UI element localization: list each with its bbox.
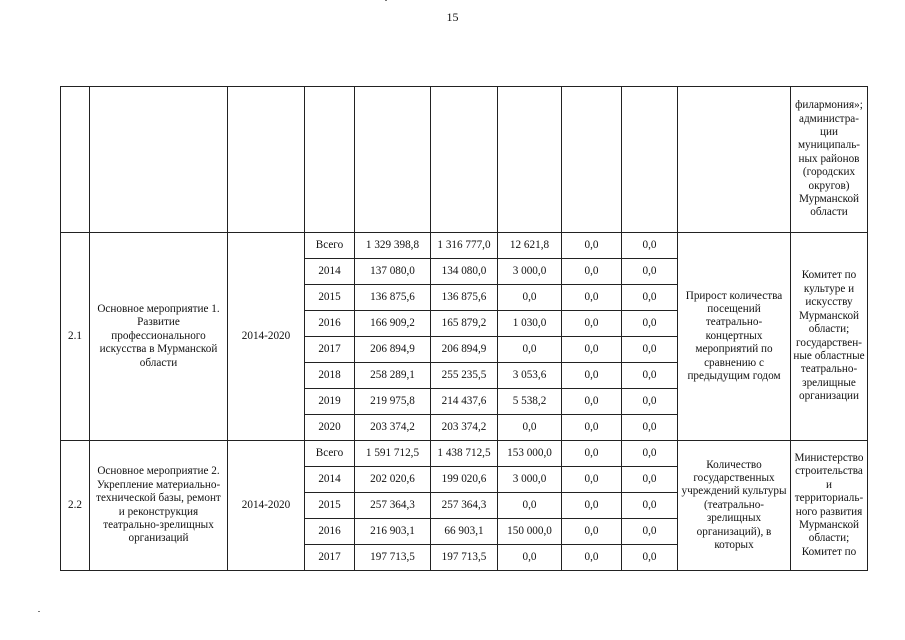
value-cell: 0,0 <box>622 363 678 389</box>
value-cell: 206 894,9 <box>431 337 498 363</box>
value-cell: 0,0 <box>498 337 562 363</box>
total-cell: 219 975,8 <box>355 389 431 415</box>
value-cell: 66 903,1 <box>431 519 498 545</box>
cell-empty <box>562 87 622 233</box>
cell-empty <box>90 87 228 233</box>
year-cell: 2019 <box>305 389 355 415</box>
value-cell: 0,0 <box>562 311 622 337</box>
value-cell: 203 374,2 <box>431 415 498 441</box>
total-cell: 257 364,3 <box>355 493 431 519</box>
value-cell: 0,0 <box>622 415 678 441</box>
value-cell: 257 364,3 <box>431 493 498 519</box>
value-cell: 0,0 <box>498 545 562 571</box>
value-cell: 0,0 <box>622 259 678 285</box>
value-cell: 134 080,0 <box>431 259 498 285</box>
measure-name: Основное мероприятие 2. Укрепление материально-технической базы, ремонт и реконструкция театрально-зрелищных организаций <box>90 441 228 571</box>
value-cell: 0,0 <box>562 363 622 389</box>
value-cell: 0,0 <box>622 441 678 467</box>
total-cell: 203 374,2 <box>355 415 431 441</box>
cell-empty <box>61 87 90 233</box>
page-number: 15 <box>446 10 459 24</box>
value-cell: 0,0 <box>562 493 622 519</box>
value-cell: 165 879,2 <box>431 311 498 337</box>
cell-empty <box>622 87 678 233</box>
year-cell: 2016 <box>305 311 355 337</box>
measure-number: 2.2 <box>61 441 90 571</box>
cell-empty <box>678 87 791 233</box>
value-cell: 0,0 <box>498 493 562 519</box>
value-cell: 0,0 <box>562 545 622 571</box>
total-cell: 1 591 712,5 <box>355 441 431 467</box>
year-cell: 2018 <box>305 363 355 389</box>
value-cell: 5 538,2 <box>498 389 562 415</box>
cell-empty <box>431 87 498 233</box>
value-cell: 0,0 <box>562 467 622 493</box>
value-cell: 1 438 712,5 <box>431 441 498 467</box>
value-cell: 1 316 777,0 <box>431 233 498 259</box>
value-cell: 214 437,6 <box>431 389 498 415</box>
total-cell: 258 289,1 <box>355 363 431 389</box>
year-cell: 2015 <box>305 493 355 519</box>
value-cell: 0,0 <box>622 285 678 311</box>
cell-empty <box>228 87 305 233</box>
continuation-row <box>61 87 868 233</box>
value-cell: 3 053,6 <box>498 363 562 389</box>
cell-empty <box>355 87 431 233</box>
year-cell: 2014 <box>305 259 355 285</box>
indicator-cell: Количество государственных учреждений культуры (театрально-зрелищных организаций), в которых <box>678 441 791 571</box>
value-cell: 0,0 <box>622 467 678 493</box>
measure-period: 2014-2020 <box>228 441 305 571</box>
indicator-cell: Прирост количества посещений театрально-концертных мероприятий по сравнению с предыдущим годом <box>678 233 791 441</box>
value-cell: 0,0 <box>562 285 622 311</box>
value-cell: 0,0 <box>562 415 622 441</box>
scan-mark <box>38 611 40 612</box>
value-cell: 0,0 <box>622 493 678 519</box>
value-cell: 3 000,0 <box>498 467 562 493</box>
value-cell: 12 621,8 <box>498 233 562 259</box>
total-cell: 197 713,5 <box>355 545 431 571</box>
value-cell: 255 235,5 <box>431 363 498 389</box>
responsible-cell: Комитет по культуре и искусству Мурманской области; государствен-ные областные театрально-зрелищные организации <box>791 233 868 441</box>
responsible-cell: филармония»; администра-ции муниципаль-ных районов (городских округов) Мурманской области <box>791 87 868 233</box>
value-cell: 0,0 <box>562 441 622 467</box>
value-cell: 0,0 <box>562 233 622 259</box>
value-cell: 199 020,6 <box>431 467 498 493</box>
program-table <box>60 86 868 571</box>
value-cell: 150 000,0 <box>498 519 562 545</box>
value-cell: 0,0 <box>562 519 622 545</box>
value-cell: 0,0 <box>622 545 678 571</box>
table-row <box>61 441 868 467</box>
value-cell: 3 000,0 <box>498 259 562 285</box>
cell-empty <box>305 87 355 233</box>
total-cell: 136 875,6 <box>355 285 431 311</box>
year-cell: 2017 <box>305 545 355 571</box>
value-cell: 197 713,5 <box>431 545 498 571</box>
year-cell: 2016 <box>305 519 355 545</box>
year-cell: 2017 <box>305 337 355 363</box>
value-cell: 0,0 <box>622 337 678 363</box>
total-cell: 216 903,1 <box>355 519 431 545</box>
measure-name: Основное мероприятие 1. Развитие профессионального искусства в Мурманской области <box>90 233 228 441</box>
value-cell: 153 000,0 <box>498 441 562 467</box>
total-cell: 137 080,0 <box>355 259 431 285</box>
total-cell: 202 020,6 <box>355 467 431 493</box>
value-cell: 0,0 <box>622 233 678 259</box>
responsible-cell: Министерство строительства и территориаль-ного развития Мурманской области; Комитет по <box>791 441 868 571</box>
total-cell: 206 894,9 <box>355 337 431 363</box>
year-cell: 2015 <box>305 285 355 311</box>
value-cell: 0,0 <box>562 389 622 415</box>
table-row <box>61 233 868 259</box>
value-cell: 1 030,0 <box>498 311 562 337</box>
measure-number: 2.1 <box>61 233 90 441</box>
value-cell: 0,0 <box>498 285 562 311</box>
year-cell: 2020 <box>305 415 355 441</box>
value-cell: 0,0 <box>622 389 678 415</box>
value-cell: 136 875,6 <box>431 285 498 311</box>
year-cell: Всего <box>305 441 355 467</box>
cell-empty <box>498 87 562 233</box>
measure-period: 2014-2020 <box>228 233 305 441</box>
scan-mark <box>385 0 387 1</box>
year-cell: 2014 <box>305 467 355 493</box>
value-cell: 0,0 <box>562 259 622 285</box>
year-cell: Всего <box>305 233 355 259</box>
value-cell: 0,0 <box>562 337 622 363</box>
value-cell: 0,0 <box>498 415 562 441</box>
total-cell: 1 329 398,8 <box>355 233 431 259</box>
total-cell: 166 909,2 <box>355 311 431 337</box>
value-cell: 0,0 <box>622 519 678 545</box>
value-cell: 0,0 <box>622 311 678 337</box>
